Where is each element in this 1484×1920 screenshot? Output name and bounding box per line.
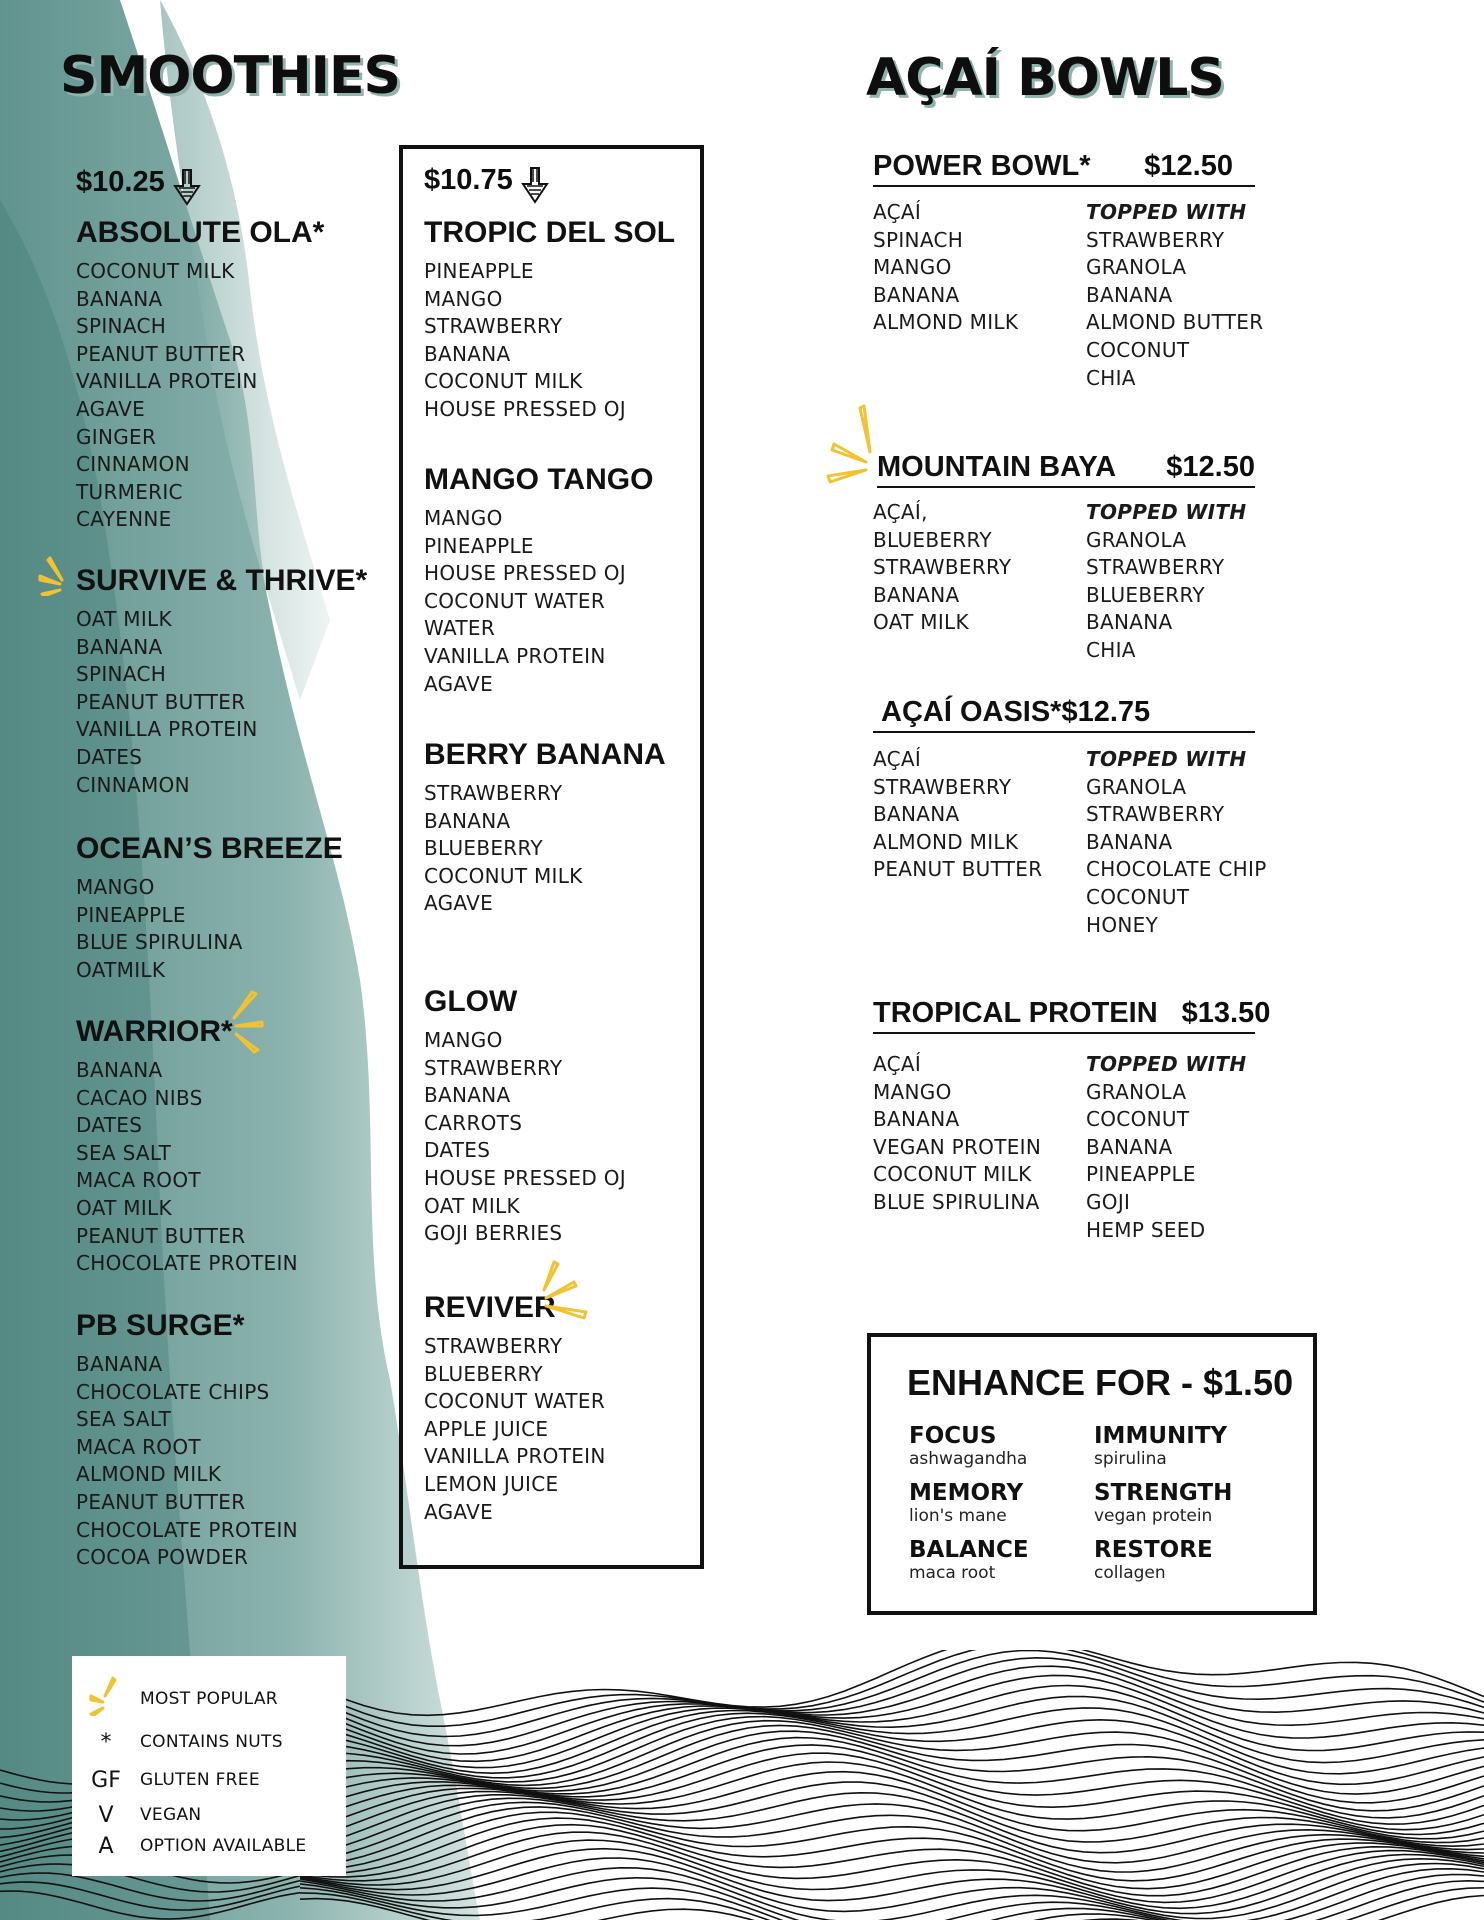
most-popular-burst-icon — [228, 990, 268, 1060]
enhance-focus — [909, 1423, 1027, 1469]
bowl-price: $13.50 — [1181, 997, 1271, 1029]
topping: CHIA — [1086, 365, 1136, 390]
ingredient: VANILLA PROTEIN — [424, 1444, 606, 1469]
smoothie-absolute-ola — [76, 216, 324, 534]
ingredient: MANGO — [424, 1028, 503, 1052]
item-name: REVIVER — [424, 1291, 556, 1324]
topping: GRANOLA — [1086, 255, 1187, 280]
enhance-strength — [1094, 1480, 1232, 1526]
ingredient: GOJI BERRIES — [424, 1221, 563, 1246]
topping: BANANA — [1086, 829, 1173, 854]
ingredient: BANANA — [424, 808, 511, 833]
topping: GRANOLA — [1086, 1079, 1187, 1104]
ingredient-list — [424, 1027, 626, 1248]
item-name: SURVIVE & THRIVE* — [76, 564, 368, 597]
enhance-name: STRENGTH — [1094, 1480, 1233, 1506]
a-icon: A — [98, 1833, 114, 1859]
topping: HEMP SEED — [1086, 1217, 1206, 1242]
ingredient: BANANA — [76, 1352, 163, 1376]
bowl-header-mountain-baya — [877, 451, 1255, 488]
ingredient: COCONUT MILK — [873, 1162, 1032, 1187]
ingredient: COCOA POWDER — [76, 1545, 249, 1570]
ingredient: AÇAÍ — [873, 1052, 922, 1076]
ingredient: CHOCOLATE PROTEIN — [76, 1517, 298, 1542]
gf-icon: GF — [91, 1767, 121, 1793]
ingredient: BLUE SPIRULINA — [76, 930, 243, 955]
ingredient: PEANUT BUTTER — [76, 1489, 246, 1514]
smoothie-tropic-del-sol — [424, 216, 675, 424]
bowl-price: $12.50 — [1166, 451, 1255, 483]
ingredient: OAT MILK — [76, 1195, 172, 1220]
smoothie-mango-tango — [424, 463, 653, 698]
ingredient: DATES — [424, 1138, 491, 1163]
enhance-name: BALANCE — [909, 1537, 1029, 1563]
ingredient: SPINACH — [873, 227, 964, 252]
bowl-price: $12.75 — [1061, 696, 1151, 728]
ingredient: OAT MILK — [873, 610, 969, 635]
ingredient: MANGO — [873, 1079, 952, 1104]
ingredient: HOUSE PRESSED OJ — [424, 396, 626, 421]
topping: GRANOLA — [1086, 774, 1187, 799]
ingredient: VANILLA PROTEIN — [424, 643, 606, 668]
ingredient: VANILLA PROTEIN — [76, 717, 258, 742]
asterisk-icon: * — [100, 1729, 112, 1755]
bowl-details-acai-oasis — [873, 746, 1267, 939]
legend-label: CONTAINS NUTS — [140, 1732, 283, 1752]
enhance-ingredient: lion's mane — [909, 1506, 1007, 1526]
v-icon: V — [98, 1802, 114, 1828]
ingredient: STRAWBERRY — [424, 781, 563, 805]
topping: STRAWBERRY — [1086, 555, 1225, 580]
ingredient: SPINACH — [76, 314, 167, 339]
ingredient-list — [424, 258, 675, 424]
enhance-ingredient: collagen — [1094, 1563, 1166, 1583]
ingredient: BLUE SPIRULINA — [873, 1189, 1040, 1214]
ingredient: BLUEBERRY — [873, 527, 992, 552]
base-ingredient-list — [873, 1051, 1086, 1244]
ingredient: BANANA — [76, 286, 163, 311]
ingredient-list — [424, 780, 666, 918]
base-ingredient-list — [873, 199, 1086, 392]
most-popular-burst-icon — [826, 404, 882, 488]
legend-label: OPTION AVAILABLE — [140, 1836, 307, 1856]
topping: BANANA — [1086, 610, 1173, 635]
ingredient: SEA SALT — [76, 1407, 172, 1432]
item-name: PB SURGE* — [76, 1309, 245, 1342]
ingredient: CAYENNE — [76, 507, 172, 532]
topping: ALMOND BUTTER — [1086, 310, 1264, 335]
ingredient: MACA ROOT — [76, 1434, 201, 1459]
topping: STRAWBERRY — [1086, 227, 1225, 252]
ingredient: MANGO — [76, 875, 155, 899]
legend-label: VEGAN — [140, 1805, 202, 1825]
enhance-title: ENHANCE FOR - $1.50 — [907, 1362, 1294, 1403]
ingredient: AÇAÍ — [873, 747, 922, 771]
ingredient: WATER — [424, 616, 496, 641]
enhance-ingredient: spirulina — [1094, 1449, 1167, 1469]
bowl-header-power-bowl — [873, 150, 1255, 187]
ingredient-list — [424, 1333, 606, 1526]
enhance-memory — [909, 1480, 1023, 1526]
topped-with-label: TOPPED WITH — [1086, 500, 1247, 524]
topping: CHIA — [1086, 637, 1136, 662]
ingredient: BLUEBERRY — [424, 1361, 543, 1386]
ingredient: COCONUT WATER — [424, 588, 606, 613]
ingredient: VANILLA PROTEIN — [76, 369, 258, 394]
bowl-name: TROPICAL PROTEIN — [873, 997, 1158, 1029]
ingredient: PINEAPPLE — [424, 533, 534, 558]
topping: BANANA — [1086, 282, 1173, 307]
topped-with-label: TOPPED WITH — [1086, 200, 1247, 224]
ingredient: STRAWBERRY — [873, 774, 1012, 799]
ingredient: MANGO — [424, 506, 503, 530]
legend-gluten-free — [72, 1765, 346, 1795]
price-tier-2-label: $10.75 — [424, 164, 513, 196]
topping-list — [1086, 199, 1263, 392]
most-popular-burst-icon — [538, 1260, 590, 1326]
base-ingredient-list — [873, 746, 1086, 939]
ingredient: OATMILK — [76, 957, 166, 982]
ingredient: SEA SALT — [76, 1140, 172, 1165]
ingredient: COCONUT WATER — [424, 1389, 606, 1414]
topping: COCONUT — [1086, 337, 1190, 362]
pointer-arrow-icon — [521, 166, 549, 204]
ingredient: CHOCOLATE CHIPS — [76, 1379, 270, 1404]
item-name: MANGO TANGO — [424, 463, 654, 496]
ingredient: COCONUT MILK — [424, 863, 583, 888]
ingredient-list — [424, 505, 653, 698]
item-name: TROPIC DEL SOL — [424, 216, 676, 249]
ingredient: MANGO — [424, 286, 503, 311]
topping: CHOCOLATE CHIP — [1086, 857, 1267, 882]
ingredient: VEGAN PROTEIN — [873, 1134, 1042, 1159]
most-popular-burst-icon — [38, 556, 78, 596]
ingredient: CACAO NIBS — [76, 1085, 203, 1110]
ingredient: PEANUT BUTTER — [873, 857, 1043, 882]
ingredient: PEANUT BUTTER — [76, 341, 246, 366]
price-tier-2 — [424, 164, 549, 204]
ingredient: ALMOND MILK — [76, 1462, 222, 1487]
ingredient: TURMERIC — [76, 479, 183, 504]
enhance-immunity — [1094, 1423, 1227, 1469]
wave-line — [0, 1882, 300, 1910]
topping: GRANOLA — [1086, 527, 1187, 552]
price-tier-1 — [76, 166, 201, 206]
ingredient: COCONUT MILK — [76, 259, 235, 283]
pointer-arrow-icon — [173, 168, 201, 206]
item-name: OCEAN’S BREEZE — [76, 832, 343, 865]
enhance-balance — [909, 1537, 1029, 1583]
smoothies-title: SMOOTHIES — [60, 46, 400, 106]
ingredient-list — [76, 1057, 298, 1278]
ingredient: BANANA — [424, 1083, 511, 1108]
ingredient: DATES — [76, 1113, 143, 1138]
ingredient: AGAVE — [424, 671, 494, 696]
bowl-header-tropical-protein — [873, 997, 1271, 1034]
ingredient: BLUEBERRY — [424, 836, 543, 861]
ingredient: AGAVE — [76, 396, 146, 421]
bowl-header-acai-oasis — [873, 696, 1255, 733]
enhance-name: MEMORY — [909, 1480, 1024, 1506]
wave-line — [300, 1812, 1484, 1881]
topping: GOJI — [1086, 1189, 1131, 1214]
ingredient: BANANA — [873, 1107, 960, 1132]
ingredient: BANANA — [76, 634, 163, 659]
ingredient: STRAWBERRY — [424, 1334, 563, 1358]
topping: BANANA — [1086, 1134, 1173, 1159]
legend-option-available — [72, 1831, 346, 1861]
wave-line — [300, 1840, 1484, 1908]
ingredient-list — [76, 1351, 298, 1572]
ingredient: BANANA — [873, 802, 960, 827]
smoothie-pb-surge — [76, 1309, 298, 1572]
enhance-ingredient: vegan protein — [1094, 1506, 1213, 1526]
ingredient: AGAVE — [424, 891, 494, 916]
ingredient: AÇAÍ, — [873, 500, 928, 524]
topping: COCONUT — [1086, 1107, 1190, 1132]
ingredient-list — [76, 874, 343, 984]
bowl-details-tropical-protein — [873, 1051, 1246, 1244]
ingredient: BANANA — [873, 582, 960, 607]
ingredient: AÇAÍ — [873, 200, 922, 224]
smoothie-survive-thrive — [76, 564, 367, 799]
ingredient: PINEAPPLE — [424, 259, 534, 283]
topped-with-label: TOPPED WITH — [1086, 747, 1247, 771]
ingredient: BANANA — [873, 282, 960, 307]
ingredient: BANANA — [424, 341, 511, 366]
topping: STRAWBERRY — [1086, 802, 1225, 827]
enhance-ingredient: maca root — [909, 1563, 996, 1583]
ingredient-list — [76, 258, 324, 534]
wave-lines-decoration — [300, 1650, 1484, 1920]
ingredient: PEANUT BUTTER — [76, 1223, 246, 1248]
smoothie-reviver — [424, 1291, 606, 1526]
acai-bowls-title: AÇAÍ BOWLS — [866, 48, 1224, 108]
ingredient: OAT MILK — [424, 1193, 520, 1218]
ingredient: GINGER — [76, 424, 157, 449]
enhance-name: RESTORE — [1094, 1537, 1213, 1563]
ingredient: STRAWBERRY — [424, 314, 563, 339]
bowl-price: $12.50 — [1144, 150, 1233, 182]
wave-line — [300, 1651, 1484, 1737]
wave-line — [300, 1896, 1484, 1920]
ingredient: ALMOND MILK — [873, 310, 1019, 335]
topping-list — [1086, 1051, 1246, 1244]
topping: PINEAPPLE — [1086, 1162, 1196, 1187]
ingredient-list — [76, 606, 367, 799]
ingredient: CINNAMON — [76, 452, 190, 477]
ingredient: PINEAPPLE — [76, 902, 186, 927]
ingredient: CINNAMON — [76, 772, 190, 797]
enhance-name: IMMUNITY — [1094, 1423, 1228, 1449]
ingredient: DATES — [76, 744, 143, 769]
ingredient: CARROTS — [424, 1110, 523, 1135]
ingredient: LEMON JUICE — [424, 1471, 559, 1496]
bowl-name: AÇAÍ OASIS* — [881, 696, 1062, 728]
legend-vegan — [72, 1800, 346, 1830]
topping: BLUEBERRY — [1086, 582, 1205, 607]
ingredient: HOUSE PRESSED OJ — [424, 561, 626, 586]
ingredient: STRAWBERRY — [873, 555, 1012, 580]
legend-label: GLUTEN FREE — [140, 1770, 260, 1790]
topping: COCONUT — [1086, 884, 1190, 909]
item-name: GLOW — [424, 985, 518, 1018]
ingredient: MACA ROOT — [76, 1168, 201, 1193]
ingredient: MANGO — [873, 255, 952, 280]
item-name: ABSOLUTE OLA* — [76, 216, 325, 249]
legend-label: MOST POPULAR — [140, 1689, 278, 1709]
ingredient: HOUSE PRESSED OJ — [424, 1165, 626, 1190]
smoothie-glow — [424, 985, 626, 1248]
ingredient: APPLE JUICE — [424, 1416, 549, 1441]
topping-list — [1086, 499, 1246, 665]
topped-with-label: TOPPED WITH — [1086, 1052, 1247, 1076]
enhance-name: FOCUS — [909, 1423, 997, 1449]
legend-box — [72, 1656, 346, 1876]
price-tier-1-label: $10.25 — [76, 166, 165, 198]
enhance-restore — [1094, 1537, 1213, 1583]
bowl-name: MOUNTAIN BAYA — [877, 451, 1117, 483]
ingredient: ALMOND MILK — [873, 829, 1019, 854]
ingredient: PEANUT BUTTER — [76, 689, 246, 714]
ingredient: OAT MILK — [76, 607, 172, 631]
smoothie-berry-banana — [424, 738, 666, 918]
legend-contains-nuts — [72, 1727, 346, 1757]
enhance-ingredient: ashwagandha — [909, 1449, 1028, 1469]
item-name: WARRIOR* — [76, 1015, 233, 1048]
bowl-details-power-bowl — [873, 199, 1263, 392]
legend-most-popular — [72, 1684, 346, 1714]
topping: HONEY — [1086, 912, 1159, 937]
base-ingredient-list — [873, 499, 1086, 665]
bowl-details-mountain-baya — [873, 499, 1246, 665]
burst-icon — [72, 1676, 140, 1722]
ingredient: SPINACH — [76, 662, 167, 687]
ingredient: BANANA — [76, 1058, 163, 1082]
ingredient: AGAVE — [424, 1499, 494, 1524]
topping-list — [1086, 746, 1267, 939]
ingredient: COCONUT MILK — [424, 369, 583, 394]
ingredient: CHOCOLATE PROTEIN — [76, 1251, 298, 1276]
smoothie-oceans-breeze — [76, 832, 343, 984]
ingredient: STRAWBERRY — [424, 1055, 563, 1080]
item-name: BERRY BANANA — [424, 738, 666, 771]
bowl-name: POWER BOWL* — [873, 150, 1091, 182]
